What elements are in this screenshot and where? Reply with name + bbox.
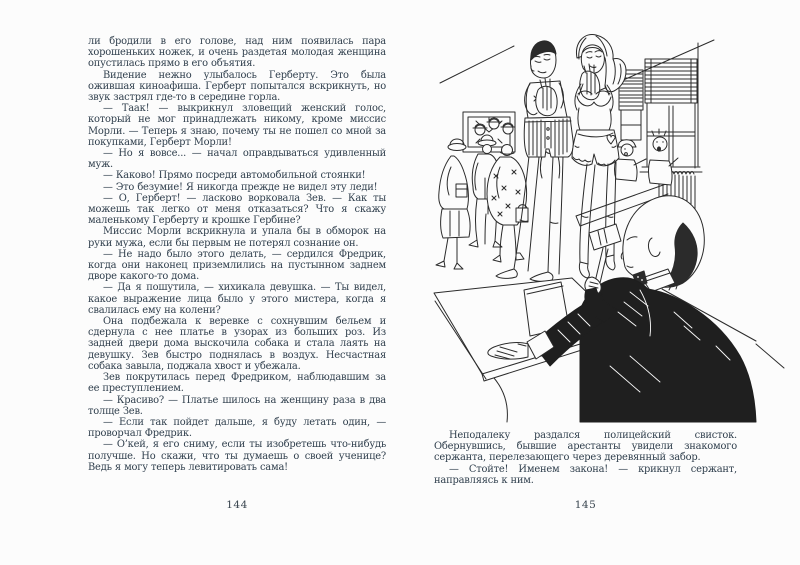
paragraph: Она подбежала к веревке с сохнувшим бельем и сдернула с нее платье в узорах из больших роз. Из задней двери дома выскочила собака и стала лаять на девушку. Зев быстро поднялась в воздух. Несчастная собака завыла, поджала хвост и убежала. xyxy=(88,316,386,372)
fleeing-woman-coat xyxy=(436,139,470,269)
window-blinds-icon xyxy=(640,59,702,172)
paragraph: — Не надо было этого делать, — сердился Фредрик, когда они наконец приземлились на пустынном заднем дворе какого-то дома. xyxy=(88,248,386,283)
paragraph: — О’кей, я его сниму, если ты изобретешь что-нибудь получше. Но скажи, что ты думаешь о своей ученице? Ведь я могу теперь левитировать сама! xyxy=(88,439,386,473)
paragraph: Миссис Морли вскрикнула и упала бы в обморок на руки мужа, если бы первым не потерял сознание он. xyxy=(88,226,386,249)
paragraph: Неподалеку раздался полицейский свисток. Обернувшись, бывшие арестанты увидели знакомого сержанта, перелезающего через деревянный забор. xyxy=(434,430,737,464)
page-number-left: 144 xyxy=(226,499,248,511)
paragraph: — Каково! Прямо посреди автомобильной стоянки! xyxy=(103,170,366,182)
page-number-right: 145 xyxy=(574,499,597,511)
paragraph: — Если так пойдет дальше, я буду летать один, — проворчал Фредрик. xyxy=(88,416,386,440)
left-page-text xyxy=(88,36,386,473)
paragraph: — Таак! — выкрикнул зловещий женский голос, который не мог принадлежать никому, кроме миссис Морли. — Теперь я знаю, почему ты не пошел со мной за покупками, Герберт Морли! xyxy=(88,103,386,148)
paragraph: — Да я пошутила, — хихикала девушка. — Ты видел, какое выражение лица было у этого мистера, когда я свалилась ему на колени? xyxy=(88,282,386,316)
book-illustration xyxy=(430,26,795,424)
paragraph: — Это безумие! Я никогда прежде не видел эту леди! xyxy=(103,181,378,193)
surprised-onlookers xyxy=(615,129,679,185)
paragraph: — Красиво? — Платье шилось на женщину раза в два толще Зев. xyxy=(88,394,386,417)
paragraph: Зев покрутилась перед Фредриком, наблюдавшим за ее преступлением. xyxy=(88,372,386,395)
paragraph: — О, Герберт! — ласково ворковала Зев. — Как ты можешь так легко от меня отказаться? Что я скажу маленькому Герберту и крошке Гербине? xyxy=(88,192,386,227)
paragraph: ли бродили в его голове, над ним появилась пара хорошеньких ножек, и очень раздетая молодая женщина опустилась прямо в его объятия. xyxy=(88,36,386,70)
right-page-text xyxy=(434,430,737,486)
wall-line xyxy=(440,46,514,83)
paragraph: Видение нежно улыбалось Герберту. Это была ожившая киноафиша. Герберт попытался вскрикнуть, но звук застрял где-то в середине горла. xyxy=(88,69,386,104)
paragraph: — Стойте! Именем закона! — крикнул сержант, направляясь к ним. xyxy=(434,463,737,486)
paragraph: — Но я вовсе... — начал оправдываться удивленный муж. xyxy=(88,148,386,171)
